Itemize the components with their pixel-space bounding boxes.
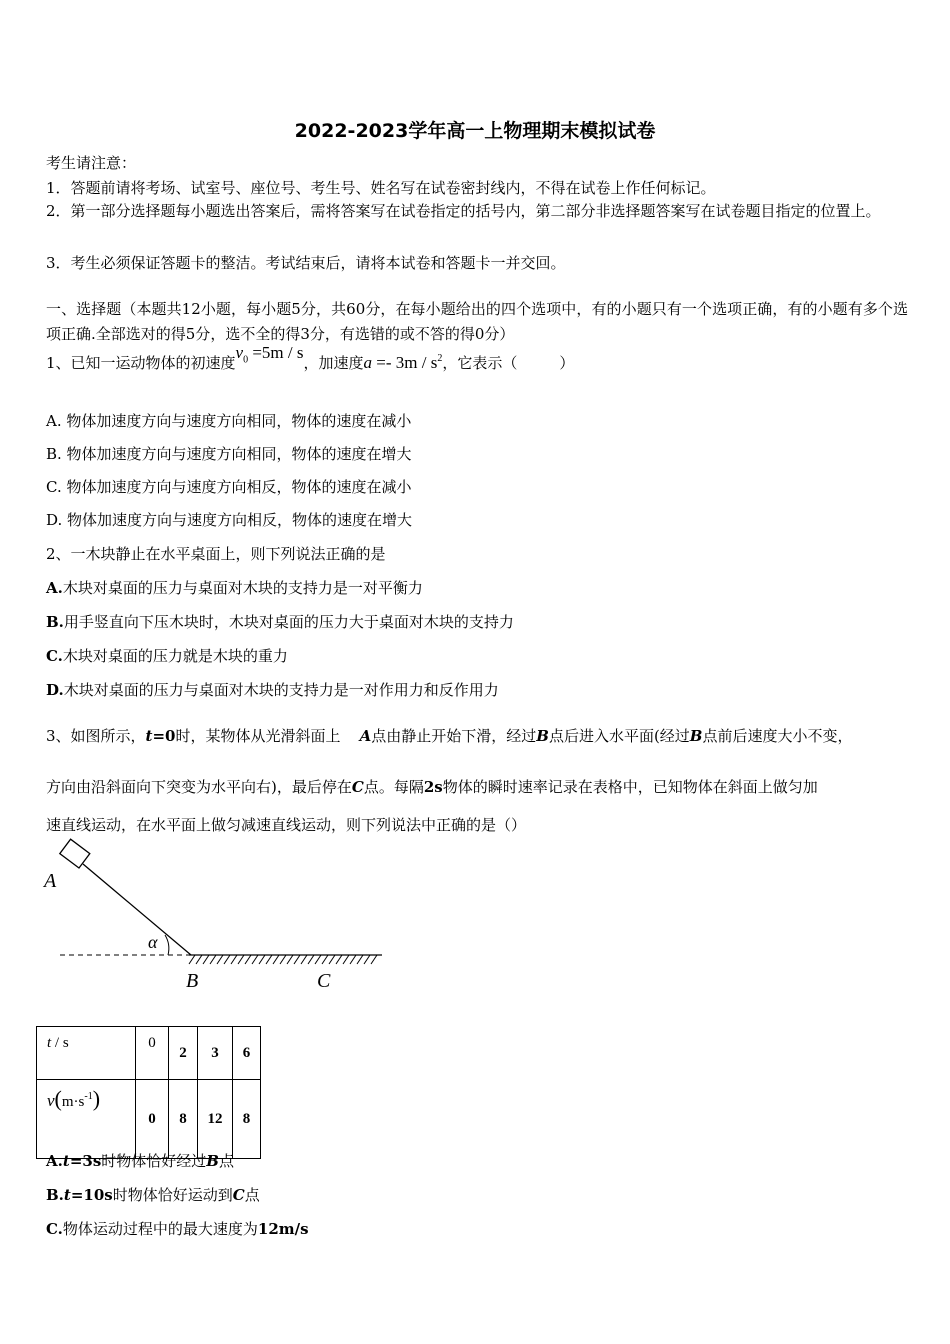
hatch-mark (343, 955, 349, 964)
time-cell: 2 (169, 1027, 198, 1080)
hatch-mark (231, 955, 237, 964)
velocity-table (36, 1026, 261, 1159)
q1-prefix: 1、已知一运动物体的初速度 (46, 354, 236, 372)
time-cell: 6 (233, 1027, 261, 1080)
label-alpha: α (148, 932, 158, 952)
q1-suffix: ，它表示（ (442, 354, 518, 372)
q1-option-a: A. 物体加速度方向与速度方向相同，物体的速度在减小 (46, 412, 412, 430)
hatch-mark (210, 955, 216, 964)
question-2-stem: 2、一木块静止在水平桌面上，则下列说法正确的是 (46, 545, 386, 563)
hatch-mark (203, 955, 209, 964)
q3-option-a: A.t=3s时物体恰好经过B点 (46, 1152, 234, 1170)
hatch-mark (371, 955, 377, 964)
label-a: A (44, 870, 57, 892)
q2-option-c: C.木块对桌面的压力就是木块的重力 (46, 647, 288, 665)
hatch-mark (350, 955, 356, 964)
notice-item-3: 3．考生必须保证答题卡的整洁。考试结束后，请将本试卷和答题卡一并交回。 (46, 254, 566, 272)
hatch-mark (273, 955, 279, 964)
q1-option-b: B. 物体加速度方向与速度方向相同，物体的速度在增大 (46, 445, 412, 463)
hatch-mark (245, 955, 251, 964)
hatch-mark (252, 955, 258, 964)
incline-figure (40, 838, 400, 998)
block (60, 839, 90, 868)
time-cell: 0 (136, 1027, 169, 1080)
q3-option-c: C.物体运动过程中的最大速度为12m/s (46, 1220, 309, 1238)
q1-v0: $v_0 =5m / s$ (235, 343, 304, 366)
hatch-mark (224, 955, 230, 964)
hatch-mark (217, 955, 223, 964)
hatch-mark (322, 955, 328, 964)
time-cell: 3 (198, 1027, 233, 1080)
q2-option-b: B.用手竖直向下压木块时，木块对桌面的压力大于桌面对木块的支持力 (46, 613, 514, 631)
velocity-cell: 0 (136, 1080, 169, 1159)
section-heading: 一、选择题（本题共12小题，每小题5分，共60分，在每小题给出的四个选项中，有的小题只有一个选项正确，有的小题有多个选项正确.全部选对的得5分，选不全的得3分，有选错的或不答的得0分） (46, 300, 908, 343)
velocity-cell: 8 (233, 1080, 261, 1159)
hatch-mark (364, 955, 370, 964)
question-3-line-3: 速直线运动，在水平面上做匀减速直线运动，则下列说法中正确的是（） (46, 816, 527, 834)
velocity-cell: 8 (169, 1080, 198, 1159)
hatch-mark (196, 955, 202, 964)
hatch-mark (294, 955, 300, 964)
incline-line (83, 864, 191, 955)
label-b: B (186, 970, 199, 992)
velocity-header: $v(m\cdot s^{-1})$ (37, 1080, 136, 1159)
question-3-line-2: 方向由沿斜面向下突变为水平向右)，最后停在C点。每隔2s物体的瞬时速率记录在表格中，已知物体在斜面上做匀加 (46, 778, 818, 796)
label-c: C (317, 970, 331, 992)
hatch-mark (329, 955, 335, 964)
question-1-stem: 1、已知一运动物体的初速度$v_0 =5m / s$，加速度$a =- 3m / s^2$，它表示（ ） (46, 343, 575, 372)
hatch-mark (280, 955, 286, 964)
q1-mid: ，加速度 (303, 354, 364, 372)
ground-hatching (189, 955, 377, 964)
hatch-mark (336, 955, 342, 964)
q2-option-d: D.木块对桌面的压力与桌面对木块的支持力是一对作用力和反作用力 (46, 681, 499, 699)
q1-accel: $a =- 3m / s^2$ (363, 353, 443, 372)
velocity-cell: 12 (198, 1080, 233, 1159)
table-row-velocity (37, 1080, 261, 1159)
hatch-mark (315, 955, 321, 964)
angle-arc (165, 935, 169, 955)
notice-item-1: 1．答题前请将考场、试室号、座位号、考生号、姓名写在试卷密封线内，不得在试卷上作任何标记。 (46, 179, 716, 197)
page-title: 2022-2023学年高一上物理期末模拟试卷 (294, 120, 656, 142)
table-row-time (37, 1027, 261, 1080)
notice-header: 考生请注意： (46, 154, 137, 172)
hatch-mark (287, 955, 293, 964)
hatch-mark (266, 955, 272, 964)
hatch-mark (308, 955, 314, 964)
hatch-mark (238, 955, 244, 964)
q3-option-b: B.t=10s时物体恰好运动到C点 (46, 1186, 260, 1204)
notice-item-2: 2．第一部分选择题每小题选出答案后，需将答案写在试卷指定的括号内，第二部分非选择题答案写在试卷题目指定的位置上。 (46, 202, 881, 220)
q1-option-d: D. 物体加速度方向与速度方向相反，物体的速度在增大 (46, 511, 413, 529)
hatch-mark (259, 955, 265, 964)
q2-option-a: A.木块对桌面的压力与桌面对木块的支持力是一对平衡力 (46, 579, 423, 597)
question-3-line-1: 3、如图所示，t=0时，某物体从光滑斜面上 A点由静止开始下滑，经过B点后进入水平面(经过B点前后速度大小不变， (46, 727, 853, 745)
hatch-mark (301, 955, 307, 964)
time-header: t / s (37, 1027, 136, 1080)
hatch-mark (189, 955, 195, 964)
q1-option-c: C. 物体加速度方向与速度方向相反，物体的速度在减小 (46, 478, 412, 496)
hatch-mark (357, 955, 363, 964)
